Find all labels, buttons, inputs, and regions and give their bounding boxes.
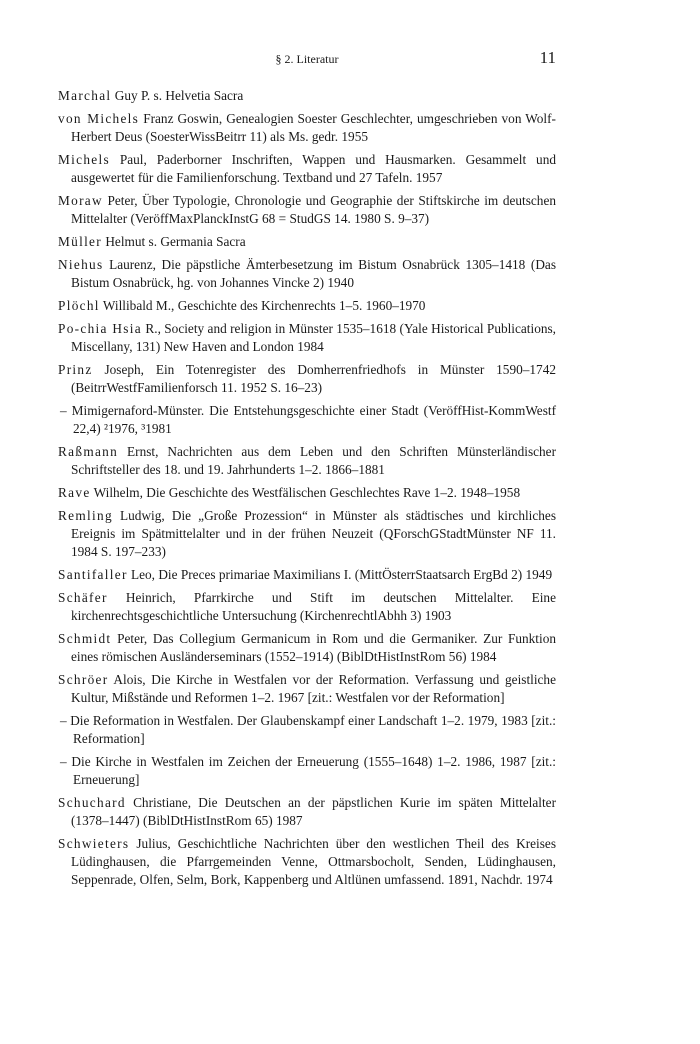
bibliography-entry (58, 297, 556, 315)
entry-author: Michels (58, 152, 110, 167)
entry-author: Plöchl (58, 298, 100, 313)
bibliography-entry (58, 507, 556, 561)
entry-author: Schuchard (58, 795, 126, 810)
entry-text: Mimigernaford-Münster. Die Entstehungsgeschichte einer Stadt (VeröffHist-KommWestf 22,4) ²1976, ³1981 (66, 403, 556, 436)
entry-text: Christiane, Die Deutschen an der päpstlichen Kurie im späten Mittelalter (1378–1447) (BiblDtHistInstRom 65) 1987 (71, 795, 556, 828)
entry-text: Paul, Paderborner Inschriften, Wappen und Hausmarken. Gesammelt und ausgewertet für die Familienforschung. Textband und 27 Tafeln. 1957 (71, 152, 556, 185)
bibliography-entry (58, 233, 556, 251)
bibliography-entry (58, 484, 556, 502)
bibliography-entry (58, 87, 556, 105)
entry-text: Franz Goswin, Genealogien Soester Geschlechter, umgeschrieben von Wolf-Herbert Deus (SoesterWissBeitrr 11) als Ms. gedr. 1955 (71, 111, 556, 144)
bibliography-entry (58, 712, 556, 748)
entry-text: Helmut s. Germania Sacra (102, 234, 246, 249)
bibliography-entry (58, 630, 556, 666)
bibliography-entry (58, 835, 556, 889)
entry-text: Die Kirche in Westfalen im Zeichen der Erneuerung (1555–1648) 1–2. 1986, 1987 [zit.: Erneuerung] (66, 754, 556, 787)
bibliography-entry (58, 589, 556, 625)
entry-author: Marchal (58, 88, 112, 103)
entry-author: Schmidt (58, 631, 112, 646)
entry-author: Müller (58, 234, 102, 249)
entry-author: Niehus (58, 257, 104, 272)
entry-author: Santifaller (58, 567, 128, 582)
entry-continuation-dash: – (60, 713, 67, 728)
bibliography-entry (58, 402, 556, 438)
entry-text: Ernst, Nachrichten aus dem Leben und den Schriften Münsterländischer Schriftsteller des 18. und 19. Jahrhunderts 1–2. 1866–1881 (71, 444, 556, 477)
bibliography-entry (58, 671, 556, 707)
entry-author: Moraw (58, 193, 103, 208)
entry-author: Rave (58, 485, 91, 500)
entry-continuation-dash: – (60, 754, 67, 769)
entry-author: Schwieters (58, 836, 130, 851)
bibliography-entry (58, 256, 556, 292)
entry-continuation-dash: – (60, 403, 67, 418)
entry-text: Die Reformation in Westfalen. Der Glaubenskampf einer Landschaft 1–2. 1979, 1983 [zit.: Reformation] (66, 713, 556, 746)
bibliography-entry (58, 361, 556, 397)
entry-text: Joseph, Ein Totenregister des Domherrenfriedhofs in Münster 1590–1742 (BeitrrWestfFamilienforsch 11. 1952 S. 16–23) (71, 362, 556, 395)
entry-text: Alois, Die Kirche in Westfalen vor der Reformation. Verfassung und geistliche Kultur, Mißstände und Reformen 1–2. 1967 [zit.: Westfalen vor der Reformation] (71, 672, 556, 705)
running-head (58, 48, 556, 67)
bibliography-entry (58, 753, 556, 789)
entry-text: Peter, Das Collegium Germanicum in Rom und die Germaniker. Zur Funktion eines römischen Ausländerseminars (1552–1914) (BiblDtHistInstRom 56) 1984 (71, 631, 556, 664)
section-title: § 2. Literatur (275, 52, 339, 66)
entry-text: R., Society and religion in Münster 1535–1618 (Yale Historical Publications, Miscellany, 131) New Haven and London 1984 (71, 321, 556, 354)
entry-text: Wilhelm, Die Geschichte des Westfälischen Geschlechtes Rave 1–2. 1948–1958 (90, 485, 521, 500)
entry-author: Prinz (58, 362, 93, 377)
entry-text: Ludwig, Die „Große Prozession“ in Münster als städtisches und kirchliches Ereignis im Spätmittelalter und in der frühen Neuzeit (QForschGStadtMünster NF 11. 1984 S. 197–233) (71, 508, 556, 559)
entry-author: Schäfer (58, 590, 108, 605)
bibliography-entry (58, 794, 556, 830)
entry-text: Guy P. s. Helvetia Sacra (111, 88, 244, 103)
entry-text: Peter, Über Typologie, Chronologie und Geographie der Stiftskirche im deutschen Mittelalter (VeröffMaxPlanckInstG 68 = StudGS 14. 1980 S. 9–37) (71, 193, 556, 226)
entry-text: Willibald M., Geschichte des Kirchenrechts 1–5. 1960–1970 (99, 298, 426, 313)
entry-text: Julius, Geschichtliche Nachrichten über den westlichen Theil des Kreises Lüdinghausen, die Pfarrgemeinden Venne, Ottmarsbocholt, Senden, Lüdinghausen, Seppenrade, Olfen, Selm, Bork, Kappenberg und Altlünen umfassend. 1891, Nachdr. 1974 (71, 836, 556, 887)
bibliography-entry (58, 151, 556, 187)
entry-text: Heinrich, Pfarrkirche und Stift im deutschen Mittelalter. Eine kirchenrechtsgeschichtliche Untersuchung (KirchenrechtlAbhh 3) 1903 (71, 590, 556, 623)
bibliography-entry (58, 110, 556, 146)
bibliography-entry (58, 443, 556, 479)
bibliography-list (58, 87, 556, 894)
page-number: 11 (539, 48, 556, 67)
entry-author: Raßmann (58, 444, 119, 459)
entry-author: Remling (58, 508, 113, 523)
bibliography-entry (58, 566, 556, 584)
entry-author: Schröer (58, 672, 109, 687)
entry-author: Po-chia Hsia (58, 321, 142, 336)
entry-author: von Michels (58, 111, 140, 126)
entry-text: Leo, Die Preces primariae Maximilians I. (MittÖsterrStaatsarch ErgBd 2) 1949 (127, 567, 553, 582)
bibliography-entry (58, 192, 556, 228)
bibliography-entry (58, 320, 556, 356)
entry-text: Laurenz, Die päpstliche Ämterbesetzung im Bistum Osnabrück 1305–1418 (Das Bistum Osnabrück, hg. von Johannes Vincke 2) 1940 (71, 257, 556, 290)
